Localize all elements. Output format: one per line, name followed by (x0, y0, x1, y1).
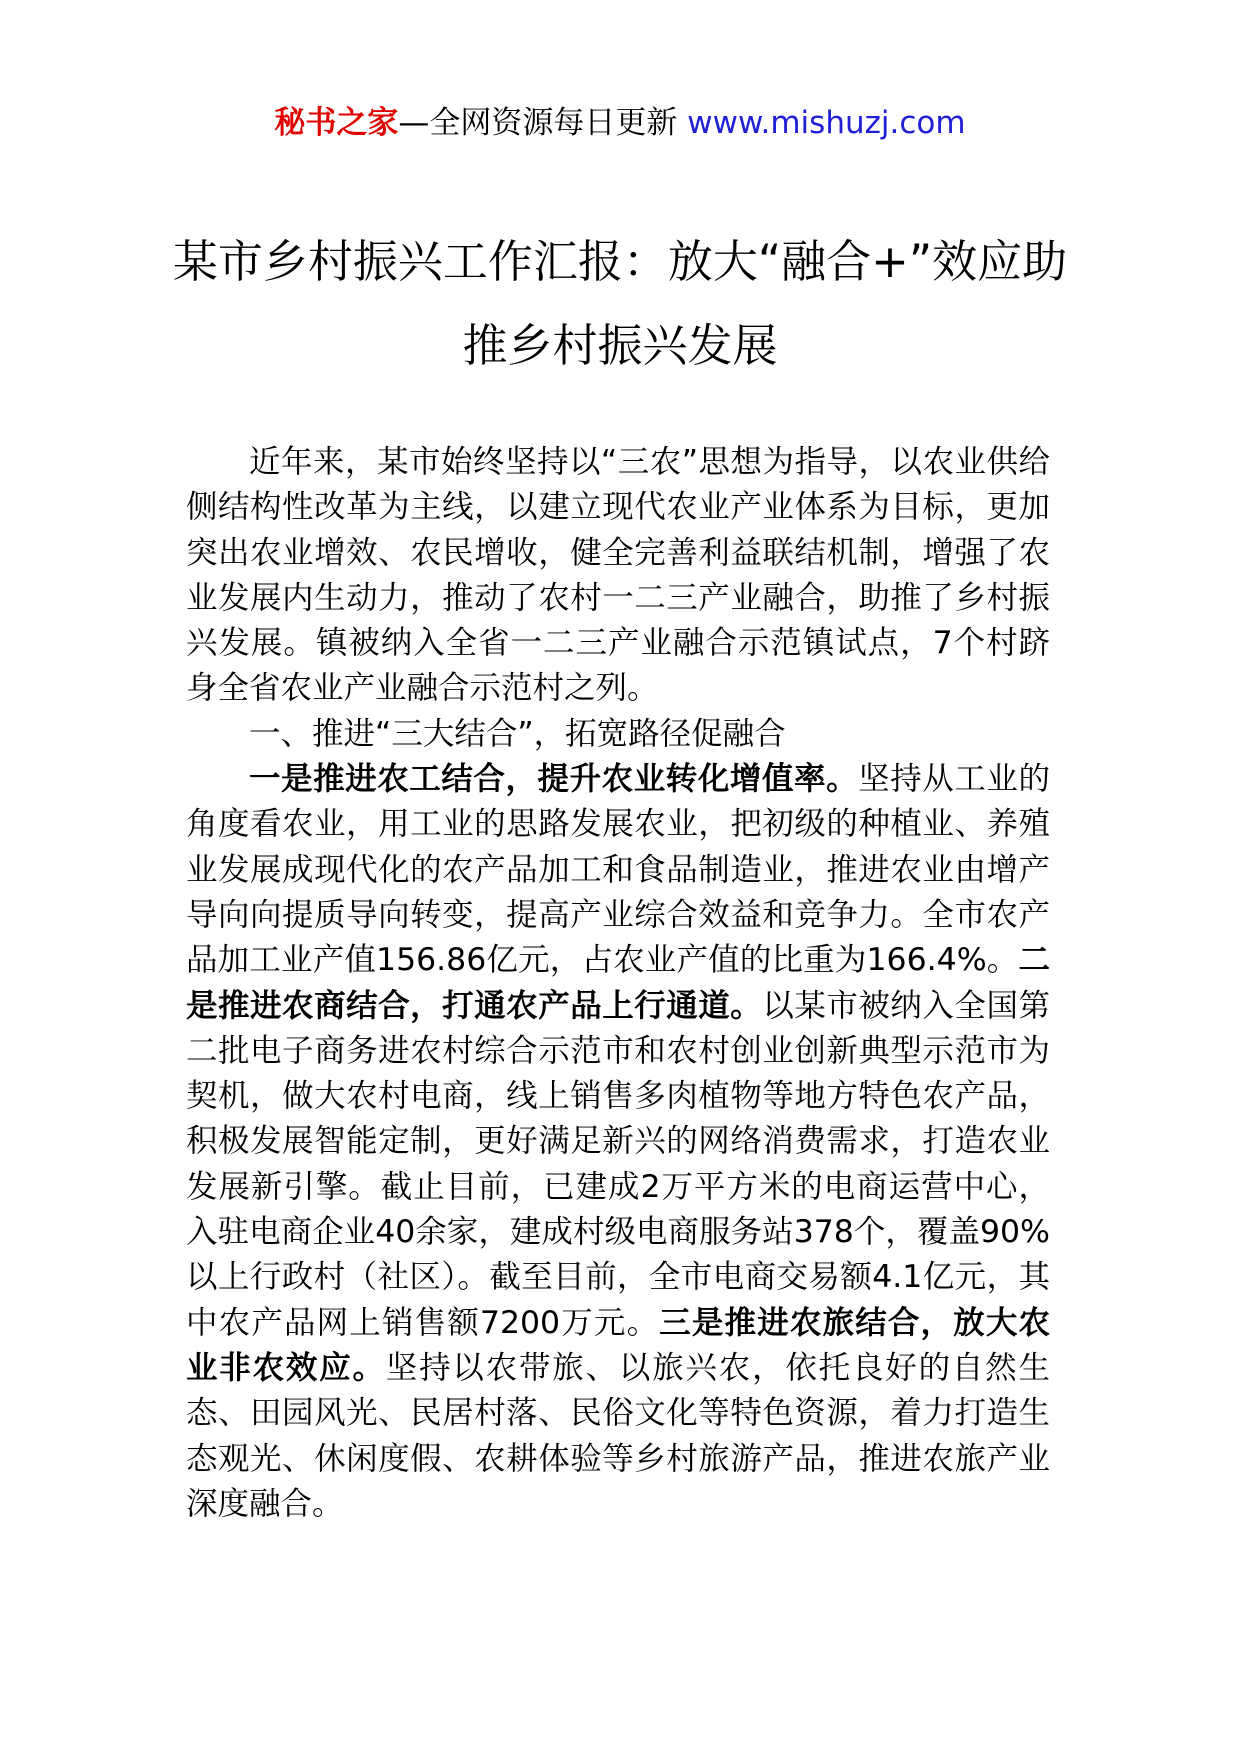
point2-text: 以某市被纳入全国第二批电子商务进农村综合示范市和农村创业创新典型示范市为契机，做大农村电商，线上销售多肉植物等地方特色农产品，积极发展智能定制，更好满足新兴的网络消费需求，打造农业发展新引擎。截止目前，已建成2万平方米的电商运营中心，入驻电商企业40余家，建成村级电商服务站378个，覆盖90%以上行政村（社区）。截至目前，全市电商交易额4.1亿元，其中农产品网上销售额7200万元。 (186, 987, 1050, 1341)
point1-title: 一是推进农工结合，提升农业转化增值率。 (249, 761, 859, 798)
intro-paragraph: 近年来，某市始终坚持以“三农”思想为指导，以农业供给侧结构性改革为主线，以建立现代农业产业体系为目标，更加突出农业增效、农民增收，健全完善利益联结机制，增强了农业发展内生动力，推动了农村一二三产业融合，助推了乡村振兴发展。镇被纳入全省一二三产业融合示范镇试点，7个村跻身全省农业产业融合示范村之列。 (186, 444, 1050, 707)
site-url-link[interactable]: www.mishuzj.com (687, 105, 966, 141)
point2-title: 二是推进农商结合，打通农产品上行通道。 (186, 942, 1050, 1024)
document-title: 某市乡村振兴工作汇报：放大“融合+”效应助推乡村振兴发展 (172, 235, 1068, 372)
section-paragraph (186, 757, 1050, 1527)
site-tagline: —全网资源每日更新 (398, 105, 688, 141)
point1-text: 坚持从工业的角度看农业，用工业的思路发展农业，把初级的种植业、养殖业发展成现代化的农产品加工和食品制造业，推进农业由增产导向向提质导向转变，提高产业综合效益和竞争力。全市农产品加工业产值156.86亿元，占农业产值的比重为166.4%。 (186, 761, 1050, 979)
point3-title: 三是推进农旅结合，放大农业非农效应。 (186, 1304, 1050, 1386)
document-body (186, 440, 1050, 1527)
site-header (0, 100, 1240, 146)
site-brand: 秘书之家 (274, 105, 399, 141)
point3-text: 坚持以农带旅、以旅兴农，依托良好的自然生态、田园风光、民居村落、民俗文化等特色资源，着力打造生态观光、休闲度假、农耕体验等乡村旅游产品，推进农旅产业深度融合。 (186, 1349, 1050, 1522)
section-heading: 一、推进“三大结合”，拓宽路径促融合 (249, 715, 786, 752)
